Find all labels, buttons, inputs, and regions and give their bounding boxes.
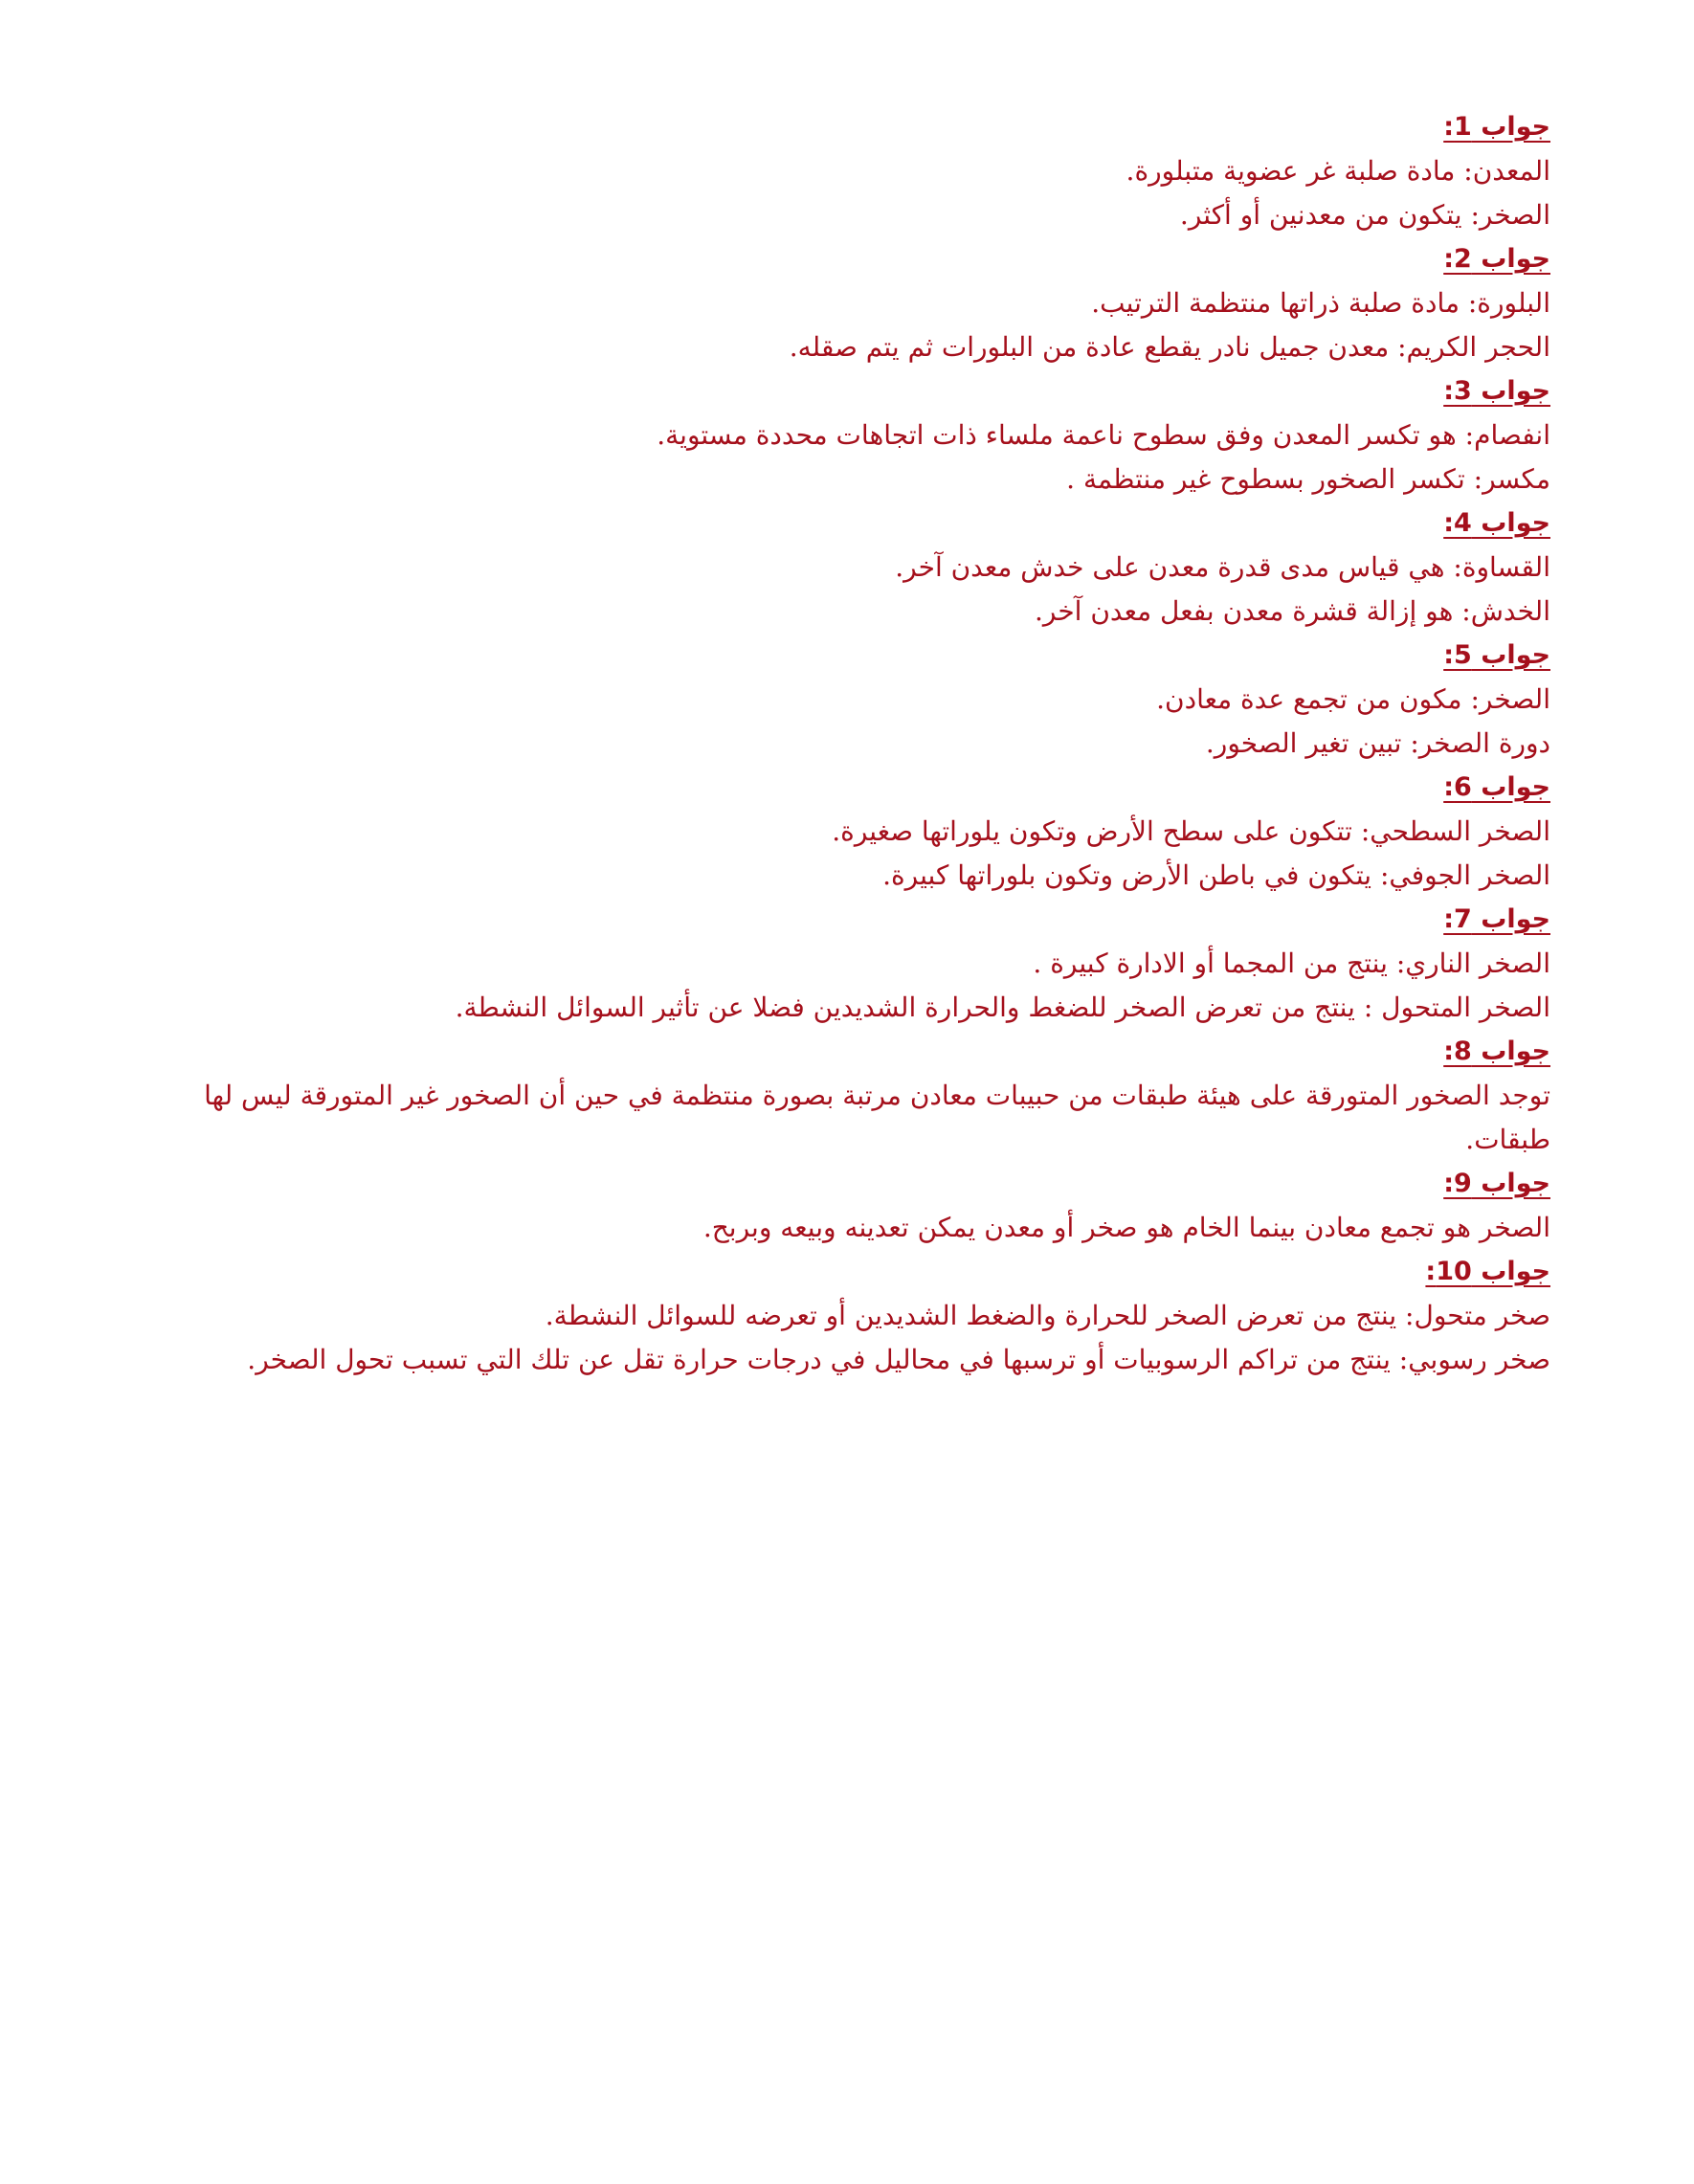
answer-line: البلورة: مادة صلبة ذراتها منتظمة الترتيب. xyxy=(1091,287,1550,319)
answer-line: انفصام: هو تكسر المعدن وفق سطوح ناعمة ملساء ذات اتجاهات محددة مستوية. xyxy=(657,419,1550,451)
answer-5 xyxy=(182,634,1550,766)
answer-line: الحجر الكريم: معدن جميل نادر يقطع عادة من البلورات ثم يتم صقله. xyxy=(789,331,1550,363)
answer-line: دورة الصخر: تبين تغير الصخور. xyxy=(1205,727,1550,759)
answer-line: مكسر: تكسر الصخور بسطوح غير منتظمة . xyxy=(1066,463,1550,495)
answer-heading: جواب 4: xyxy=(1443,508,1550,538)
answer-6 xyxy=(182,766,1550,898)
answer-heading: جواب 10: xyxy=(1425,1257,1550,1286)
answer-7 xyxy=(182,898,1550,1030)
answer-line: توجد الصخور المتورقة على هيئة طبقات من حبيبات معادن مرتبة بصورة منتظمة في حين أن الصخور غير المتورقة ليس لها طبقات. xyxy=(204,1080,1550,1155)
answer-line: الصخر الجوفي: يتكون في باطن الأرض وتكون بلوراتها كبيرة. xyxy=(882,859,1550,891)
answer-line: الصخر: مكون من تجمع عدة معادن. xyxy=(1156,683,1550,715)
answer-1 xyxy=(182,105,1550,237)
answer-8 xyxy=(182,1030,1550,1162)
answer-line: المعدن: مادة صلبة غر عضوية متبلورة. xyxy=(1126,155,1550,187)
answer-10 xyxy=(182,1250,1550,1382)
answer-line: الصخر السطحي: تتكون على سطح الأرض وتكون يلوراتها صغيرة. xyxy=(832,815,1550,847)
answer-line: صخر رسوبي: ينتج من تراكم الرسوبيات أو ترسبها في محاليل في درجات حرارة تقل عن تلك التي تسبب تحول الصخر. xyxy=(247,1344,1550,1375)
answer-line: الصخر الناري: ينتج من المجما أو الادارة كبيرة . xyxy=(1033,947,1550,979)
answer-heading: جواب 8: xyxy=(1443,1036,1550,1066)
answer-line: القساوة: هي قياس مدى قدرة معدن على خدش معدن آخر. xyxy=(895,551,1550,583)
answer-line: الصخر المتحول : ينتج من تعرض الصخر للضغط والحرارة الشديدين فضلا عن تأثير السوائل النشطة. xyxy=(455,992,1550,1023)
answer-heading: جواب 2: xyxy=(1443,244,1550,274)
answer-heading: جواب 3: xyxy=(1443,376,1550,406)
answer-2 xyxy=(182,237,1550,369)
answer-heading: جواب 1: xyxy=(1443,112,1550,142)
answer-heading: جواب 6: xyxy=(1443,772,1550,802)
answer-line: الخدش: هو إزالة قشرة معدن بفعل معدن آخر. xyxy=(1035,595,1550,627)
answer-heading: جواب 7: xyxy=(1443,904,1550,934)
answer-9 xyxy=(182,1162,1550,1250)
answer-heading: جواب 5: xyxy=(1443,640,1550,670)
document-page xyxy=(182,105,1550,1382)
answer-4 xyxy=(182,501,1550,634)
answer-3 xyxy=(182,369,1550,501)
answer-line: الصخر هو تجمع معادن بينما الخام هو صخر أو معدن يمكن تعدينه وبيعه وبربح. xyxy=(702,1212,1550,1243)
answer-line: الصخر: يتكون من معدنين أو أكثر. xyxy=(1179,199,1550,231)
answer-line: صخر متحول: ينتج من تعرض الصخر للحرارة والضغط الشديدين أو تعرضه للسوائل النشطة. xyxy=(545,1300,1550,1331)
answer-heading: جواب 9: xyxy=(1443,1169,1550,1198)
